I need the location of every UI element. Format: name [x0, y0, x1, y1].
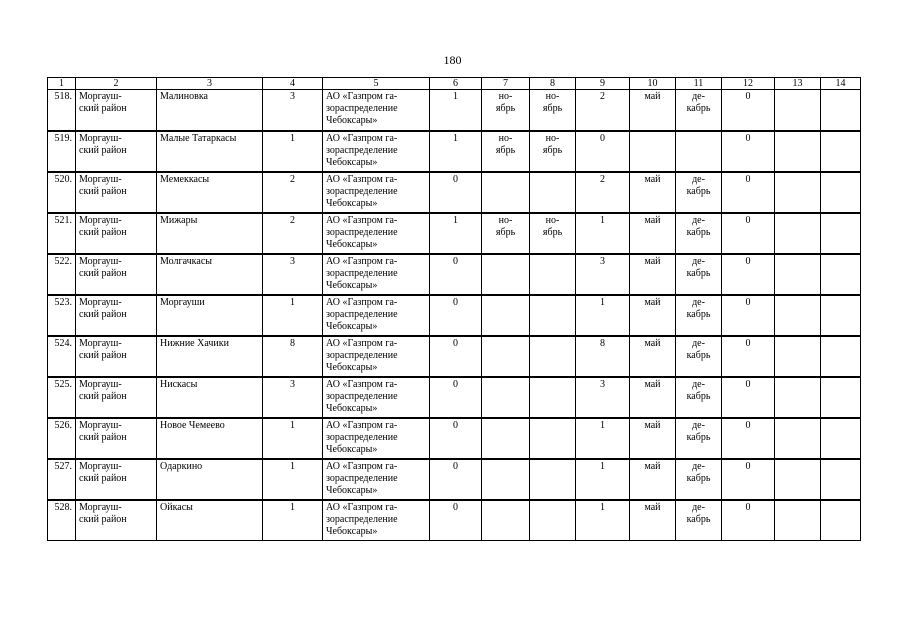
col-4-cell: 3 [263, 90, 323, 131]
table-header [48, 78, 861, 90]
col-7-cell [482, 295, 530, 336]
column-header-6: 6 [430, 78, 482, 90]
col-7-cell [482, 336, 530, 377]
organization-cell [323, 90, 430, 131]
col-12-cell: 0 [722, 131, 775, 172]
col-8-cell [530, 172, 576, 213]
district-cell [76, 500, 157, 541]
col-9-cell: 1 [576, 418, 630, 459]
organization-cell [323, 172, 430, 213]
district-cell-line: Моргауш- [79, 378, 122, 390]
col-7-cell-line: но- [498, 132, 513, 144]
district-cell-line: Моргауш- [79, 501, 122, 513]
col-14-cell [821, 336, 861, 377]
col-11-cell [676, 418, 722, 459]
organization-cell-line: зораспределение [326, 267, 398, 279]
col-11-cell-line: кабрь [686, 513, 711, 525]
col-11-cell-line: де- [692, 296, 705, 308]
organization-cell-line: Чебоксары» [326, 525, 378, 537]
table-row [48, 418, 861, 459]
column-header-13: 13 [775, 78, 821, 90]
district-cell [76, 131, 157, 172]
organization-cell [323, 500, 430, 541]
district-cell-line: Моргауш- [79, 296, 122, 308]
col-11-cell-line: де- [692, 255, 705, 267]
organization-cell-line: АО «Газпром га- [326, 296, 398, 308]
col-7-cell-line: ябрь [495, 144, 516, 156]
settlement-cell: Нискасы [157, 377, 263, 418]
col-8-cell [530, 377, 576, 418]
col-14-cell [821, 254, 861, 295]
organization-cell-line: Чебоксары» [326, 443, 378, 455]
col-4-cell: 1 [263, 418, 323, 459]
organization-cell-line: Чебоксары» [326, 320, 378, 332]
col-10-cell: май [630, 254, 676, 295]
district-cell [76, 377, 157, 418]
col-8-cell-line: ябрь [542, 226, 563, 238]
organization-cell-line: АО «Газпром га- [326, 214, 398, 226]
col-4-cell: 1 [263, 459, 323, 500]
col-7-cell-line: но- [498, 214, 513, 226]
col-11-cell-line: кабрь [686, 267, 711, 279]
district-cell [76, 90, 157, 131]
settlement-cell: Малиновка [157, 90, 263, 131]
organization-cell-line: зораспределение [326, 226, 398, 238]
col-9-cell: 1 [576, 459, 630, 500]
col-8-cell [530, 254, 576, 295]
district-cell-line: ский район [79, 390, 127, 402]
col-6-cell: 0 [430, 377, 482, 418]
organization-cell [323, 377, 430, 418]
col-10-cell: май [630, 459, 676, 500]
district-cell-line: Моргауш- [79, 460, 122, 472]
district-cell-line: Моргауш- [79, 214, 122, 226]
table-row [48, 377, 861, 418]
col-8-cell-line: но- [545, 214, 560, 226]
col-8-cell-line: но- [545, 132, 560, 144]
district-cell-line: ский район [79, 185, 127, 197]
table-row [48, 254, 861, 295]
row-number-cell: 521. [48, 213, 76, 254]
column-header-14: 14 [821, 78, 861, 90]
col-7-cell [482, 500, 530, 541]
col-11-cell-line: кабрь [686, 226, 711, 238]
col-12-cell: 0 [722, 254, 775, 295]
col-12-cell: 0 [722, 418, 775, 459]
row-number-cell: 527. [48, 459, 76, 500]
district-cell [76, 459, 157, 500]
col-11-cell-line: кабрь [686, 390, 711, 402]
col-4-cell: 1 [263, 500, 323, 541]
col-13-cell [775, 500, 821, 541]
col-6-cell: 0 [430, 336, 482, 377]
col-14-cell [821, 131, 861, 172]
col-13-cell [775, 90, 821, 131]
organization-cell [323, 254, 430, 295]
col-9-cell: 2 [576, 172, 630, 213]
organization-cell-line: АО «Газпром га- [326, 255, 398, 267]
col-12-cell: 0 [722, 377, 775, 418]
table-body [48, 90, 861, 541]
col-6-cell: 0 [430, 500, 482, 541]
col-7-cell-line: ябрь [495, 103, 516, 114]
col-10-cell [630, 131, 676, 172]
col-4-cell: 1 [263, 295, 323, 336]
row-number-cell: 523. [48, 295, 76, 336]
col-13-cell [775, 418, 821, 459]
col-11-cell-line: кабрь [686, 349, 711, 361]
col-7-cell-line: но- [498, 91, 513, 102]
col-8-cell [530, 336, 576, 377]
column-header-8: 8 [530, 78, 576, 90]
col-6-cell: 0 [430, 459, 482, 500]
district-cell [76, 213, 157, 254]
col-14-cell [821, 295, 861, 336]
col-7-cell [482, 377, 530, 418]
col-4-cell: 2 [263, 172, 323, 213]
col-14-cell [821, 90, 861, 131]
row-number-cell: 518. [48, 90, 76, 131]
col-13-cell [775, 336, 821, 377]
col-12-cell: 0 [722, 295, 775, 336]
col-11-cell-line: де- [692, 214, 705, 226]
col-9-cell: 1 [576, 213, 630, 254]
col-13-cell [775, 377, 821, 418]
col-11-cell [676, 336, 722, 377]
col-8-cell [530, 459, 576, 500]
table-row [48, 459, 861, 500]
col-7-cell [482, 254, 530, 295]
col-12-cell: 0 [722, 90, 775, 131]
settlement-cell: Нижние Хачики [157, 336, 263, 377]
table-row [48, 295, 861, 336]
col-9-cell: 1 [576, 500, 630, 541]
col-11-cell-line: кабрь [686, 308, 711, 320]
col-10-cell: май [630, 172, 676, 213]
col-13-cell [775, 254, 821, 295]
col-12-cell: 0 [722, 336, 775, 377]
col-6-cell: 0 [430, 254, 482, 295]
col-8-cell [530, 295, 576, 336]
district-cell [76, 295, 157, 336]
col-11-cell [676, 500, 722, 541]
district-cell-line: Моргауш- [79, 255, 122, 267]
row-number-cell: 519. [48, 131, 76, 172]
district-cell-line: ский район [79, 226, 127, 238]
district-cell-line: ский район [79, 349, 127, 361]
col-7-cell [482, 459, 530, 500]
col-4-cell: 3 [263, 377, 323, 418]
col-7-cell [482, 172, 530, 213]
organization-cell-line: АО «Газпром га- [326, 378, 398, 390]
district-cell-line: ский район [79, 472, 127, 484]
district-cell-line: Моргауш- [79, 91, 122, 102]
col-11-cell [676, 295, 722, 336]
row-number-cell: 520. [48, 172, 76, 213]
col-6-cell: 0 [430, 418, 482, 459]
district-cell-line: Моргауш- [79, 419, 122, 431]
organization-cell-line: зораспределение [326, 431, 398, 443]
column-header-7: 7 [482, 78, 530, 90]
col-10-cell: май [630, 213, 676, 254]
column-header-9: 9 [576, 78, 630, 90]
col-9-cell: 1 [576, 295, 630, 336]
header-row [48, 78, 861, 90]
col-14-cell [821, 418, 861, 459]
organization-cell-line: Чебоксары» [326, 156, 378, 168]
col-14-cell [821, 459, 861, 500]
col-8-cell-line: ябрь [542, 103, 563, 114]
organization-cell [323, 295, 430, 336]
col-10-cell: май [630, 418, 676, 459]
col-11-cell-line: де- [692, 501, 705, 513]
col-10-cell: май [630, 500, 676, 541]
column-header-12: 12 [722, 78, 775, 90]
col-8-cell [530, 500, 576, 541]
district-cell-line: ский район [79, 103, 127, 114]
col-14-cell [821, 500, 861, 541]
organization-cell [323, 336, 430, 377]
col-7-cell [482, 213, 530, 254]
organization-cell [323, 459, 430, 500]
col-13-cell [775, 459, 821, 500]
col-11-cell [676, 131, 722, 172]
settlement-cell: Моргауши [157, 295, 263, 336]
col-4-cell: 8 [263, 336, 323, 377]
row-number-cell: 528. [48, 500, 76, 541]
organization-cell-line: АО «Газпром га- [326, 460, 398, 472]
organization-cell-line: зораспределение [326, 144, 398, 156]
organization-cell-line: Чебоксары» [326, 197, 378, 209]
table-row [48, 172, 861, 213]
col-8-cell [530, 90, 576, 131]
col-10-cell: май [630, 377, 676, 418]
column-header-11: 11 [676, 78, 722, 90]
col-4-cell: 1 [263, 131, 323, 172]
organization-cell [323, 418, 430, 459]
column-header-10: 10 [630, 78, 676, 90]
col-12-cell: 0 [722, 459, 775, 500]
table-row [48, 500, 861, 541]
district-cell-line: ский район [79, 144, 127, 156]
organization-cell [323, 131, 430, 172]
col-11-cell-line: кабрь [686, 103, 711, 114]
col-13-cell [775, 172, 821, 213]
column-header-4: 4 [263, 78, 323, 90]
row-number-cell: 526. [48, 418, 76, 459]
row-number-cell: 525. [48, 377, 76, 418]
col-6-cell: 1 [430, 131, 482, 172]
col-11-cell-line: кабрь [686, 431, 711, 443]
settlement-cell: Одаркино [157, 459, 263, 500]
organization-cell-line: Чебоксары» [326, 484, 378, 496]
col-8-cell [530, 418, 576, 459]
col-11-cell-line: де- [692, 173, 705, 185]
settlement-cell: Молгачкасы [157, 254, 263, 295]
col-6-cell: 1 [430, 213, 482, 254]
col-14-cell [821, 377, 861, 418]
column-header-2: 2 [76, 78, 157, 90]
organization-cell-line: зораспределение [326, 349, 398, 361]
col-11-cell-line: кабрь [686, 472, 711, 484]
col-9-cell: 3 [576, 254, 630, 295]
settlement-cell: Мижары [157, 213, 263, 254]
district-cell [76, 418, 157, 459]
col-10-cell: май [630, 336, 676, 377]
col-8-cell [530, 131, 576, 172]
col-7-cell [482, 131, 530, 172]
organization-cell-line: АО «Газпром га- [326, 91, 398, 102]
col-8-cell [530, 213, 576, 254]
organization-cell-line: Чебоксары» [326, 402, 378, 414]
organization-cell-line: зораспределение [326, 390, 398, 402]
col-10-cell: май [630, 295, 676, 336]
row-number-cell: 522. [48, 254, 76, 295]
settlement-cell: Новое Чемеево [157, 418, 263, 459]
col-8-cell-line: но- [545, 91, 560, 102]
col-11-cell-line: де- [692, 460, 705, 472]
table-row [48, 213, 861, 254]
district-cell-line: ский район [79, 513, 127, 525]
column-header-1: 1 [48, 78, 76, 90]
district-cell-line: Моргауш- [79, 132, 122, 144]
district-cell [76, 254, 157, 295]
col-7-cell [482, 90, 530, 131]
organization-cell-line: АО «Газпром га- [326, 337, 398, 349]
organization-cell-line: Чебоксары» [326, 279, 378, 291]
col-6-cell: 1 [430, 90, 482, 131]
col-14-cell [821, 172, 861, 213]
col-4-cell: 2 [263, 213, 323, 254]
col-11-cell [676, 172, 722, 213]
organization-cell-line: зораспределение [326, 308, 398, 320]
col-11-cell [676, 254, 722, 295]
settlement-cell: Ойкасы [157, 500, 263, 541]
organization-cell-line: зораспределение [326, 185, 398, 197]
col-11-cell [676, 90, 722, 131]
district-cell [76, 172, 157, 213]
organization-cell-line: Чебоксары» [326, 238, 378, 250]
col-12-cell: 0 [722, 500, 775, 541]
col-9-cell: 3 [576, 377, 630, 418]
organization-cell-line: зораспределение [326, 472, 398, 484]
district-cell [76, 336, 157, 377]
settlement-cell: Мемеккасы [157, 172, 263, 213]
col-4-cell: 3 [263, 254, 323, 295]
table-row [48, 336, 861, 377]
row-number-cell: 524. [48, 336, 76, 377]
col-9-cell: 2 [576, 90, 630, 131]
col-13-cell [775, 213, 821, 254]
organization-cell [323, 213, 430, 254]
page-number: 180 [443, 53, 462, 67]
column-header-3: 3 [157, 78, 263, 90]
col-11-cell [676, 213, 722, 254]
col-13-cell [775, 131, 821, 172]
organization-cell-line: АО «Газпром га- [326, 501, 398, 513]
organization-cell-line: АО «Газпром га- [326, 419, 398, 431]
col-12-cell: 0 [722, 172, 775, 213]
col-13-cell [775, 295, 821, 336]
col-11-cell-line: де- [692, 419, 705, 431]
district-cell-line: ский район [79, 308, 127, 320]
table-row [48, 131, 861, 172]
col-9-cell: 0 [576, 131, 630, 172]
organization-cell-line: АО «Газпром га- [326, 132, 398, 144]
col-11-cell-line: де- [692, 378, 705, 390]
col-11-cell-line: кабрь [686, 185, 711, 197]
col-11-cell-line: де- [692, 337, 705, 349]
data-table [47, 77, 861, 541]
table-row [48, 90, 861, 131]
col-14-cell [821, 213, 861, 254]
column-header-5: 5 [323, 78, 430, 90]
col-10-cell: май [630, 90, 676, 131]
organization-cell-line: зораспределение [326, 103, 398, 114]
col-6-cell: 0 [430, 295, 482, 336]
district-cell-line: Моргауш- [79, 173, 122, 185]
district-cell-line: ский район [79, 431, 127, 443]
col-11-cell [676, 459, 722, 500]
settlement-cell: Малые Татаркасы [157, 131, 263, 172]
col-11-cell [676, 377, 722, 418]
col-8-cell-line: ябрь [542, 144, 563, 156]
organization-cell-line: АО «Газпром га- [326, 173, 398, 185]
col-6-cell: 0 [430, 172, 482, 213]
col-7-cell-line: ябрь [495, 226, 516, 238]
col-11-cell-line: де- [692, 91, 705, 102]
organization-cell-line: Чебоксары» [326, 115, 378, 126]
col-7-cell [482, 418, 530, 459]
district-cell-line: ский район [79, 267, 127, 279]
organization-cell-line: Чебоксары» [326, 361, 378, 373]
organization-cell-line: зораспределение [326, 513, 398, 525]
col-9-cell: 8 [576, 336, 630, 377]
col-12-cell: 0 [722, 213, 775, 254]
district-cell-line: Моргауш- [79, 337, 122, 349]
